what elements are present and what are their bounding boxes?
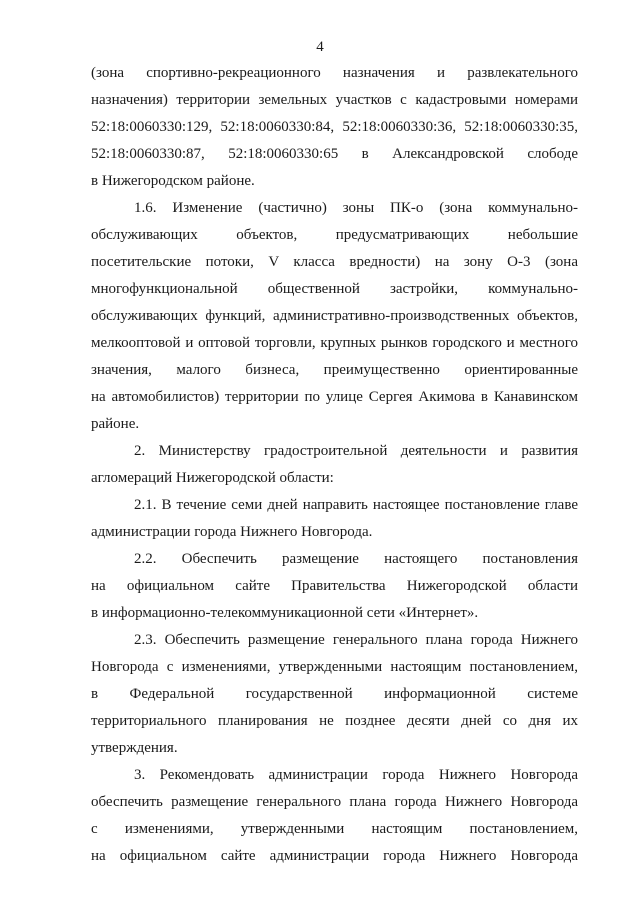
text-line: с изменениями, утвержденными настоящим постановлением,	[91, 821, 578, 837]
text-line: посетительские потоки, V класса вредности) на зону О-3 (зона	[91, 254, 578, 270]
text-line: 2.3. Обеспечить размещение генерального плана города Нижнего	[134, 632, 578, 648]
text-line: 2. Министерству градостроительной деятельности и развития	[134, 443, 578, 459]
text-line: значения, малого бизнеса, преимущественно ориентированные	[91, 362, 578, 378]
text-line: территориального планирования не позднее десяти дней со дня их	[91, 713, 578, 729]
text-line: назначения) территории земельных участков с кадастровыми номерами	[91, 92, 578, 108]
text-line: в информационно-телекоммуникационной сети «Интернет».	[91, 605, 479, 621]
text-line: 1.6. Изменение (частично) зоны ПК-о (зона коммунально-	[134, 200, 578, 216]
text-line: районе.	[91, 416, 140, 432]
text-line: на официальном сайте Правительства Нижегородской области	[91, 578, 578, 594]
document-body	[91, 60, 578, 870]
text-line: агломераций Нижегородской области:	[91, 470, 334, 486]
text-line: на официальном сайте администрации города Нижнего Новгорода	[91, 848, 578, 864]
text-line: утверждения.	[91, 740, 178, 756]
text-line: (зона спортивно-рекреационного назначения и развлекательного	[91, 65, 578, 81]
text-line: 2.2. Обеспечить размещение настоящего постановления	[134, 551, 578, 567]
text-line: обеспечить размещение генерального плана города Нижнего Новгорода	[91, 794, 578, 810]
text-line: Новгорода с изменениями, утвержденными настоящим постановлением,	[91, 659, 578, 675]
text-line: в Федеральной государственной информационной системе	[91, 686, 578, 702]
text-line: 52:18:0060330:87, 52:18:0060330:65 в Александровской слободе	[91, 146, 578, 162]
text-line: мелкооптовой и оптовой торговли, крупных рынков городского и местного	[91, 335, 578, 351]
text-line: 3. Рекомендовать администрации города Нижнего Новгорода	[134, 767, 578, 783]
text-line: администрации города Нижнего Новгорода.	[91, 524, 373, 540]
text-line: обслуживающих объектов, предусматривающих небольшие	[91, 227, 578, 243]
text-line: на автомобилистов) территории по улице Сергея Акимова в Канавинском	[91, 389, 578, 405]
text-line: многофункциональной общественной застройки, коммунально-	[91, 281, 578, 297]
page-number: 4	[316, 39, 324, 55]
text-line: 52:18:0060330:129, 52:18:0060330:84, 52:18:0060330:36, 52:18:0060330:35,	[91, 119, 578, 135]
text-line: обслуживающих функций, административно-производственных объектов,	[91, 308, 578, 324]
text-line: в Нижегородском районе.	[91, 173, 255, 189]
text-line: 2.1. В течение семи дней направить настоящее постановление главе	[134, 497, 578, 513]
